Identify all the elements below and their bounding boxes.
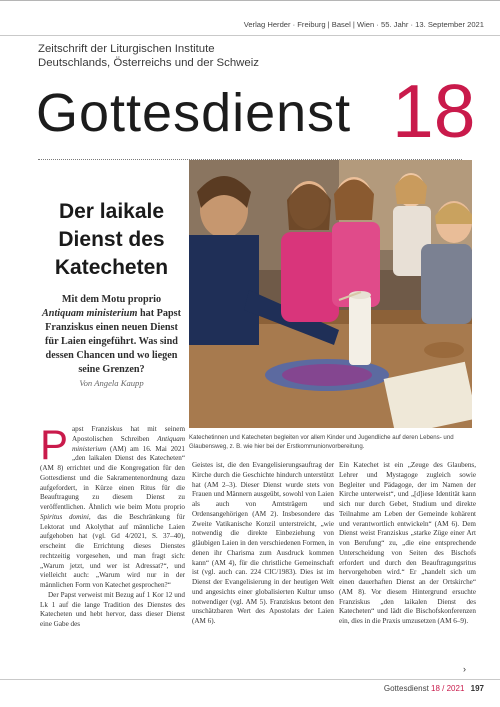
journal-subtitle [38,42,259,70]
masthead-title: Gottesdienst [36,83,352,143]
photo-caption: Katechetinnen und Katecheten begleiten vor allem Kinder und Jugendliche auf deren Lebens- und Glaubensweg, z. B. wie hier bei der Erstkommunionvorbereitung. [189,434,454,450]
body-text: apst Franziskus hat mit seinem Apostolischen Schreiben [72,425,185,443]
document-title: Spiritus domini [40,512,89,521]
issue-number: 18 [392,69,476,153]
drop-cap: P [40,421,69,468]
subtitle-line-2: Deutschlands, Österreichs und der Schweiz [38,57,259,69]
headline-line-3: Katecheten [54,256,169,279]
subtitle-line-1: Zeitschrift der Liturgischen Institute [38,43,215,55]
continue-arrow-icon: › [463,664,466,674]
article-headline [40,198,183,282]
author-byline: Von Angela Kaupp [79,378,144,388]
paragraph: Ein Katechet ist ein „Zeuge des Glaubens, Lehrer und Mystagoge zugleich sowie Begleiter und Pädagoge, der im Namen der Kirche unterweist“, und „[d]iese Identität kann sich nur durch Gebet, Studium und direkte Teilnahme am Leben der Gemeinde kohärent und verantwortlich entwickeln“ (AM 6). Dem Dienst weist Franziskus „starke Züge einer Art von Berufung“ zu, „die eine entsprechende Unterscheidung von Seiten des Bischofs erfordert und durch den Beauftragungsritus hervorgehoben wird.“ Er „handelt sich um einen dauerhaften Dienst an der Ortskirche“ (AM 8). Vor diesem Hintergrund ersuchte Franziskus „den laikalen Dienst des Katecheten“ und lädt die Bischofskonferenzen ein, dies in die Praxis umzusetzen (AM 6–9). [339,461,476,625]
intro-text-a: Mit dem Motu proprio [61,294,162,305]
body-column-2 [192,461,334,627]
page-footer [384,684,484,693]
top-rule [0,0,500,1]
body-text: (AM) am 16. Mai 2021 „den laikalen Dienst des Katecheten“ (AM 8) errichtet und die Kongregation für den Gottesdienst und die Sakramentenordnung dazu aufgefordert, in Kürze einen Ritus für die Beauftragung zu diesem Dienst zu veröffentlichen. Ähnlich wie beim Motu proprio [40,444,185,511]
page-number: 197 [470,684,484,693]
document-title: Antiquam ministerium [72,434,185,453]
paragraph: Geistes ist, die den Evangelisierungsauftrag der Kirche durch die Geschichte hindurch unterstützt hat (AM 2–3). Dieser Dienst wurde stets von Frauen und Männern ausgeübt, sowohl von Laien als auch von Amtsträgern und Ordensangehörigen (AM 2). Insbesondere das Zweite Vatikanische Konzil unterstreicht, „wie notwendig die direkte Einbeziehung von gläubigen Laien in den verschiedenen Formen, in denen ihr Charisma zum Ausdruck kommen kann“ (AM 4), für die christliche Gemeinschaft ist (vgl. auch can. 224 CIC/1983). Dies ist im Dienst der Evangelisierung in der heutigen Welt und angesichts einer globalisierten Kultur umso notwendiger (vgl. AM 5). Franziskus betont den unschätzbaren Wert des Apostolats der Laien (AM 6). [192,461,334,625]
footer-rule [0,679,500,680]
body-text: , das die Beschränkung für Lektorat und Akolythat auf männliche Laien aufgehoben hat (vgl. Gd 4/2021, S. 37–40), erscheint die Errichtung dieses Dienstes rechtzeitig vorgesehen, und man fragt sich: „Warum jetzt, und wer ist Adressat?“, und vielleicht auch: „Warum wird nur in der männlichen Form von Katechet gesprochen?“ [40,512,186,589]
article-photo [189,160,472,428]
headline-line-2: Dienst des [58,228,165,251]
intro-text-b: hat Papst Franziskus einen neuen Dienst für Laien eingeführt. Was sind dessen Chancen und wo liegen seine Grenzen? [45,308,181,375]
paragraph [40,421,186,591]
paragraph: Der Papst verweist mit Bezug auf 1 Kor 12 und Lk 1 auf die lange Tradition des Dienstes des Katecheten und hebt hervor, dass dieser Dienst eine Gabe des [40,590,185,628]
footer-issue: 18 / 2021 [431,684,465,693]
body-column-3 [339,461,476,627]
publisher-meta: Verlag Herder · Freiburg | Basel | Wien · 55. Jahr · 13. September 2021 [243,20,484,29]
photo-illustration [189,160,472,428]
headline-line-1: Der laikale [58,200,165,223]
article-intro [40,293,183,377]
intro-title: Antiquam ministerium [42,308,138,319]
header-rule [0,35,500,36]
footer-journal: Gottesdienst [383,684,429,693]
body-column-1 [40,421,186,630]
